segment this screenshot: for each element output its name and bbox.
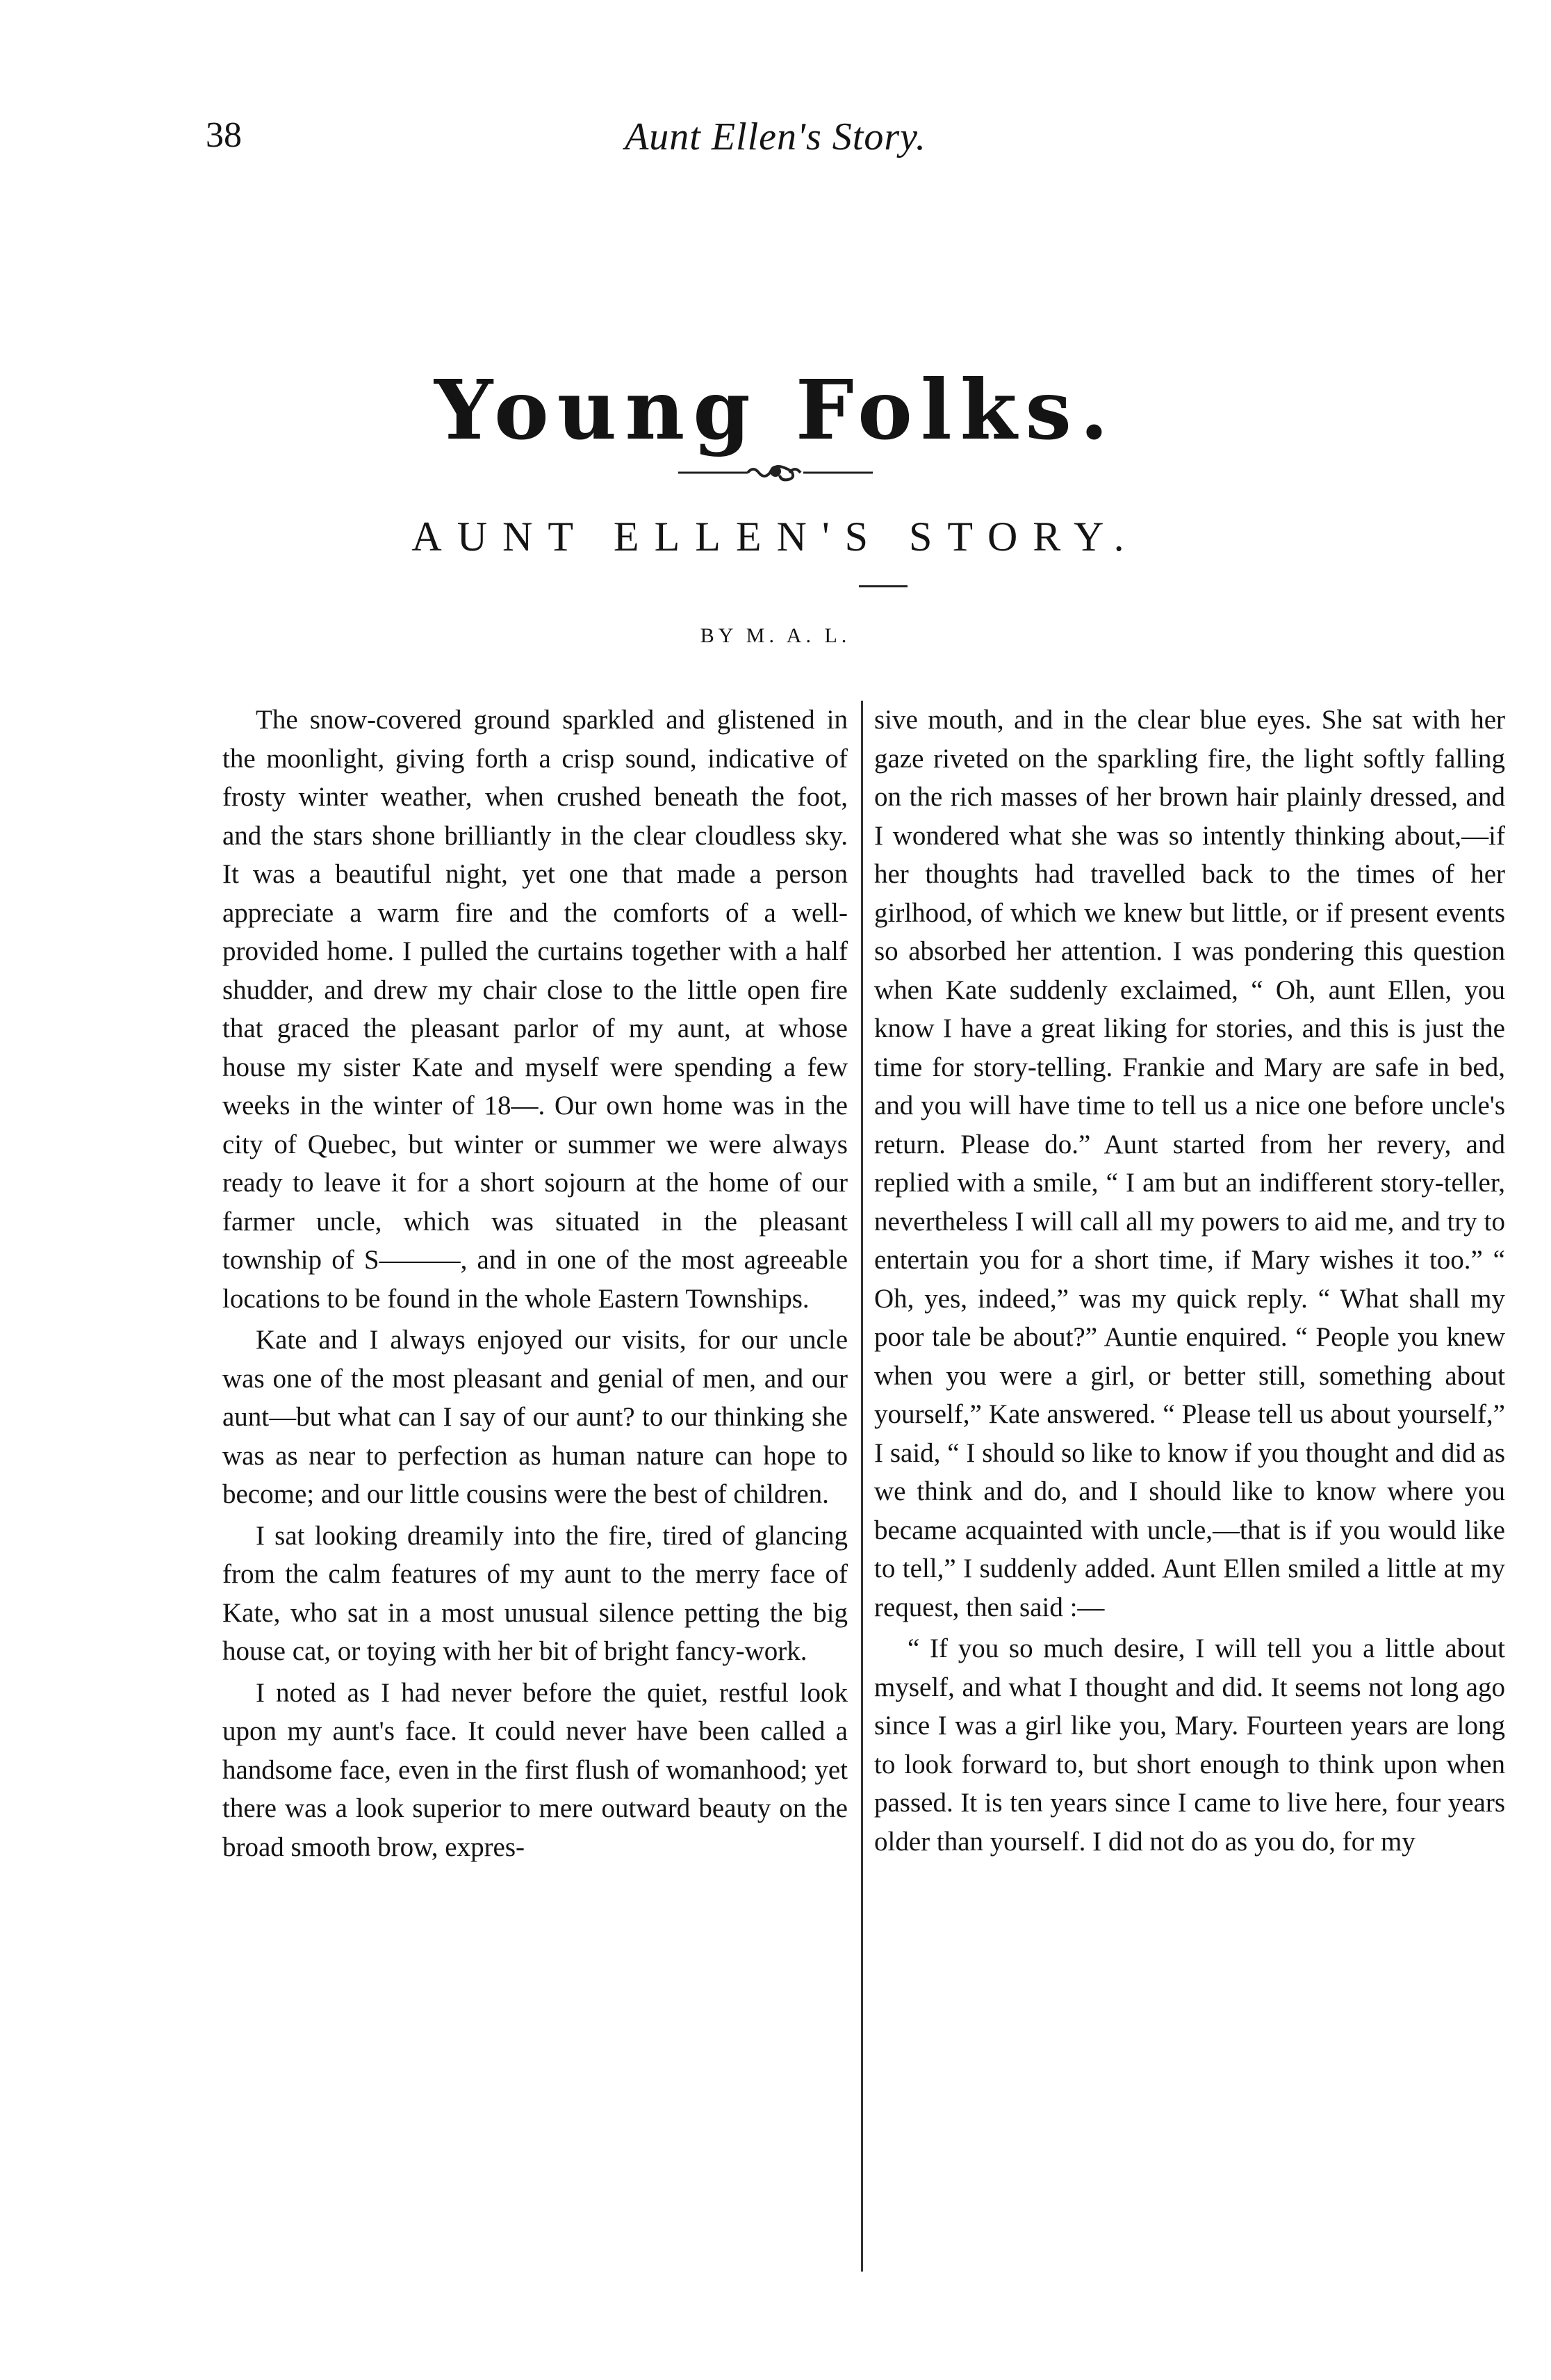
paragraph: I sat looking dreamily into the fire, tired of glancing from the calm features of my aunt to the merry face of Kate, who sat in a most unusual silence petting the big house cat, or toying with her bit of bright fancy-work. (222, 1520, 848, 1666)
paragraph: “ If you so much desire, I will tell you a little about myself, and what I thought and did. It seems not long ago since I was a girl like you, Mary. Fourteen years are long to look forward to, but short enough to think upon when passed. It is ten years since I came to live here, four years older than yourself. I did not do as you do, for my (874, 1633, 1505, 1857)
paragraph: Kate and I always enjoyed our visits, for our uncle was one of the most pleasant and genial of men, and our aunt—but what can I say of our aunt? to our thinking she was as near to perfection as human nature can hope to become; and our little cousins were the best of children. (222, 1325, 848, 1509)
page-number: 38 (206, 115, 242, 155)
running-title: Aunt Ellen's Story. (625, 115, 926, 158)
title-rule (859, 585, 908, 587)
running-head (0, 115, 1551, 156)
paragraph: I noted as I had never before the quiet, restful look upon my aunt's face. It could never have been called a handsome face, even in the first flush of womanhood; yet there was a look superior to mere outward beauty on the broad smooth brow, expres- (222, 1677, 848, 1862)
story-title: AUNT ELLEN'S STORY. (411, 514, 1140, 560)
left-column (222, 701, 848, 2279)
ornament-divider (678, 459, 873, 487)
paragraph: The snow-covered ground sparkled and glistened in the moonlight, giving forth a crisp sound, indicative of frosty winter weather, when crushed beneath the foot, and the stars shone brilliantly in the clear cloudless sky. It was a beautiful night, yet one that made a person appreciate a warm fire and the comforts of a well-provided home. I pulled the curtains together with a half shudder, and drew my chair close to the little open fire that graced the pleasant parlor of my aunt, at whose house my sister Kate and myself were spending a few weeks in the winter of 18—. Our own home was in the city of Quebec, but winter or summer we were always ready to leave it for a short sojourn at the home of our farmer uncle, which was situated in the pleasant township of S———, and in one of the most agreeable locations to be found in the whole Eastern Townships. (222, 705, 848, 1314)
column-divider (861, 701, 863, 2272)
paragraph: sive mouth, and in the clear blue eyes. She sat with her gaze riveted on the sparkling fire, the light softly falling on the rich masses of her brown hair plainly dressed, and I wondered what she was so intently thinking about,—if her thoughts had travelled back to the times of her girlhood, of which we knew but little, or if present events so absorbed her attention. I was pondering this question when Kate suddenly exclaimed, “ Oh, aunt Ellen, you know I have a great liking for stories, and this is just the time for story-telling. Frankie and Mary are safe in bed, and you will have time to tell us a nice one before uncle's return. Please do.” Aunt started from her revery, and replied with a smile, “ I am but an indifferent story-teller, nevertheless I will call all my powers to aid me, and try to entertain you for a short time, if Mary wishes it too.” “ Oh, yes, indeed,” was my quick reply. “ What shall my poor tale be about?” Auntie enquired. “ People you knew when you were a girl, or better still, something about yourself,” Kate answered. “ Please tell us about yourself,” I said, “ I should so like to know if you thought and did as we think and do, and I should like to know where you became acquainted with uncle,—that is if you would like to tell,” I suddenly added. Aunt Ellen smiled a little at my request, then said :— (874, 705, 1505, 1622)
right-column (874, 701, 1505, 2279)
section-heading: Young Folks. (434, 361, 1117, 458)
byline: BY M. A. L. (700, 624, 851, 647)
